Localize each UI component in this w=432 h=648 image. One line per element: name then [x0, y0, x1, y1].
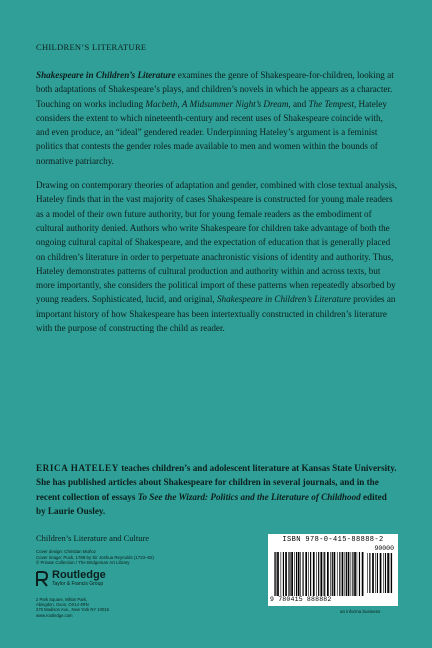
isbn-label: ISBN 978-0-415-88888-2: [282, 536, 384, 544]
barcode-bar: [346, 552, 347, 596]
barcode-bar: [283, 552, 284, 596]
publisher-group: Taylor & Francis Group: [52, 581, 104, 587]
barcode-bar: [369, 553, 370, 593]
barcode-bar: [277, 552, 279, 596]
barcode-bar: [367, 553, 368, 593]
barcode-bar: [357, 552, 358, 596]
publisher-block: [36, 569, 196, 591]
barcode-bar: [330, 552, 331, 596]
barcode-bar: [372, 553, 374, 593]
barcode: [268, 534, 398, 606]
blurb-paragraph-2: Drawing on contemporary theories of adaptation and gender, combined with close textual analysis, Hateley finds that in the vast majority of cases Shakespeare is constructed for young male readers as a model of their own future authority, but for young female readers as the embodiment of cultural authority denied. Authors who write Shakespeare for children take advantage of both the ongoing cultural capital of Shakespeare, and the expectation of education that is generally placed on children’s literature in order to perpetuate anachronistic visions of identity and authority. Thus, Hateley demonstrates patterns of cultural production and authority within and across texts, but more importantly, she considers the political import of these patterns when repeatedly absorbed by young readers. Sophisticated, lucid, and original, Shakespeare in Children’s Literature provides an important history of how Shakespeare has been intertextually constructed in children’s literature with the purpose of constructing the child as reader.: [36, 180, 397, 334]
barcode-bar: [351, 552, 352, 596]
barcode-bar: [305, 552, 307, 596]
barcode-bar: [310, 552, 311, 596]
barcode-bar: [298, 552, 300, 596]
barcode-bar: [316, 552, 317, 596]
barcode-bar: [285, 552, 287, 596]
barcode-bar: [354, 552, 356, 596]
barcode-bar: [296, 552, 297, 596]
book-title: Shakespeare in Children’s Literature: [36, 70, 176, 80]
barcode-bar: [320, 552, 322, 596]
barcode-bar: [383, 553, 384, 593]
barcode-bar: [288, 552, 289, 596]
author-bio: ERICA HATELEY teaches children’s and adolescent literature at Kansas State University. She has published articles about Shakespeare for children in several journals, and in the recent collection of essays To See the Wizard: Politics and the Literature of Childhood edited by Laurie Ousley.: [36, 463, 397, 516]
barcode-bar: [318, 552, 319, 596]
cover-credits: Cover design: Christian Muñoz Cover image: Puck, 1789 by Sir Joshua Reynolds (1723–92) © Private Collection / The Bridgeman Art Library: [36, 549, 154, 566]
barcode-bar: [375, 553, 376, 593]
barcode-bar: [385, 553, 386, 593]
barcode-bar: [313, 552, 315, 596]
barcode-bar: [345, 552, 346, 596]
routledge-logo-icon: [36, 571, 48, 592]
blurb: [36, 68, 398, 345]
barcode-bar: [281, 552, 282, 596]
barcode-bar: [332, 552, 333, 596]
barcode-bar: [337, 552, 338, 596]
barcode-bar: [339, 552, 340, 596]
barcode-bar: [359, 552, 360, 596]
price-addon-label: 90000: [374, 545, 394, 552]
barcode-bar: [327, 552, 329, 596]
author-name: ERICA HATELEY: [36, 463, 119, 473]
barcode-bar: [308, 552, 309, 596]
barcode-bar: [323, 552, 324, 596]
barcode-bar: [294, 552, 295, 596]
blurb-paragraph-1: Shakespeare in Children’s Literature examines the genre of Shakespeare-for-children, looking at both adaptations of Shakespeare’s plays, and children’s novels in which he appears as a character. Touching on works including Macbeth, A Midsummer Night’s Dream, and The Tempest, Hateley considers the extent to which nineteenth-century and recent uses of Shakespeare coincide with, and even produce, an “ideal” gendered reader. Underpinning Hateley’s argument is a feminist politics that contests the gender roles made available to men and women within the bounds of normative patriarchy.: [36, 70, 394, 166]
barcode-bar: [274, 552, 275, 596]
barcode-bar: [352, 552, 353, 596]
barcode-bar: [391, 553, 392, 593]
informa-imprint: an informa business: [340, 609, 381, 614]
barcode-bar: [324, 552, 325, 596]
publisher-address: 2 Park Square, Milton Park, Abingdon, Oxon, OX14 4RN 270 Madison Ave., New York NY 10016 www.routledge.com: [36, 597, 109, 618]
barcode-bar: [275, 552, 276, 596]
series-name: Children’s Literature and Culture: [36, 533, 150, 543]
barcode-bar: [348, 552, 350, 596]
addon-barcode-bars: [366, 553, 394, 593]
barcode-bar: [334, 552, 336, 596]
barcode-bar: [300, 552, 301, 596]
barcode-bar: [387, 553, 389, 593]
barcode-bar: [342, 552, 344, 596]
barcode-bar: [377, 553, 378, 593]
barcode-bar: [291, 552, 293, 596]
barcode-bar: [289, 552, 290, 596]
ean-digits: 9 780415 888882: [270, 596, 332, 603]
barcode-bar: [390, 553, 391, 593]
barcode-bar: [362, 552, 364, 596]
ean-barcode-bars: [273, 552, 365, 596]
publisher-name: Routledge: [52, 569, 106, 581]
category-label: CHILDREN’S LITERATURE: [36, 42, 147, 52]
barcode-bar: [303, 552, 304, 596]
barcode-bar: [380, 553, 382, 593]
